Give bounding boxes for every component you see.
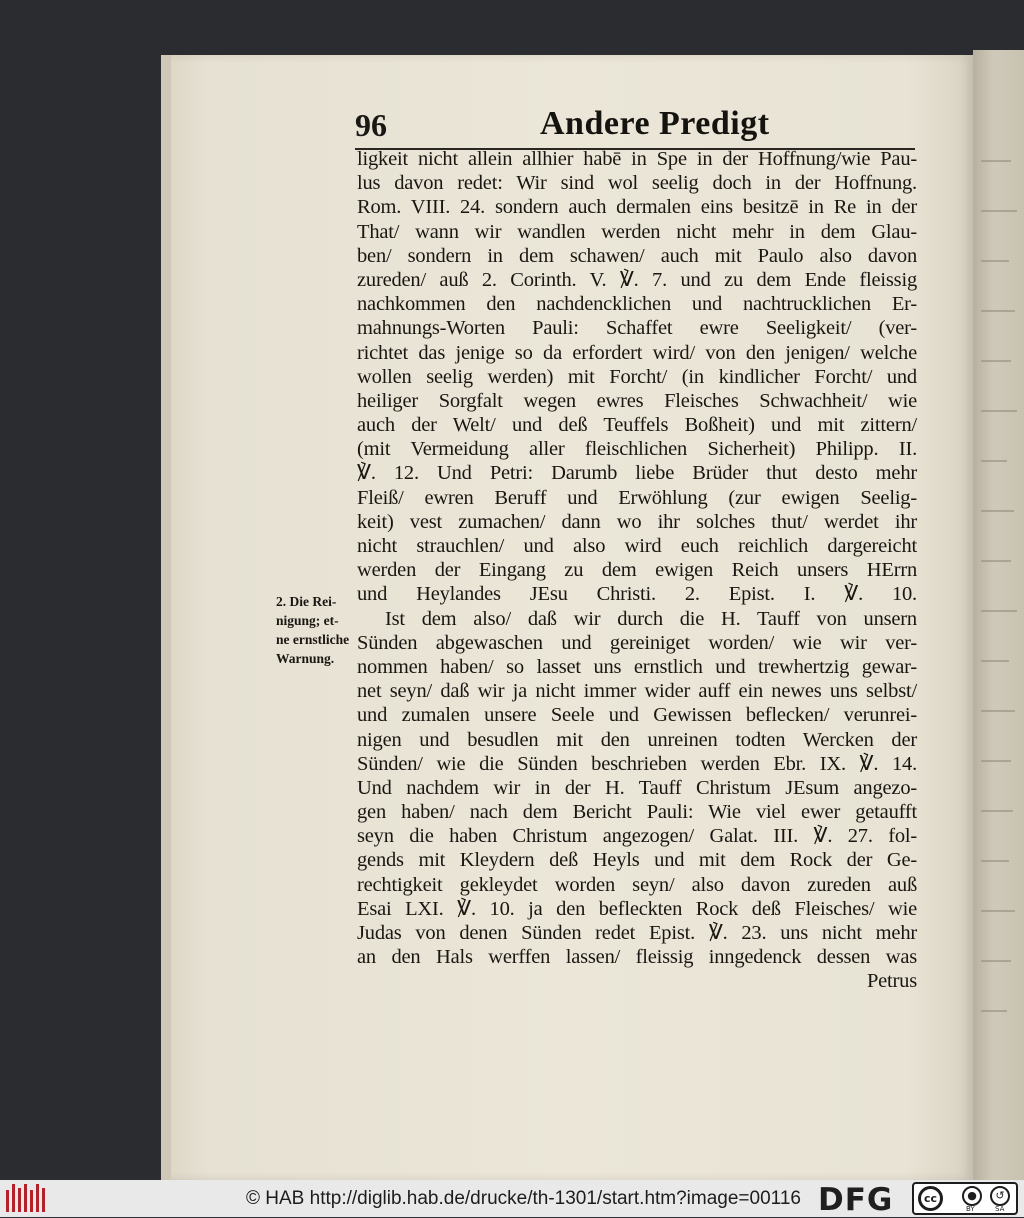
text-line: nigen und besudlen mit den unreinen todten Wercken der xyxy=(357,728,917,751)
page-number: 96 xyxy=(355,107,387,143)
text-line: That/ wann wir wandlen werden nicht mehr in dem Glau- xyxy=(357,220,917,243)
hab-logo-icon[interactable] xyxy=(6,1184,48,1212)
by-attribution-icon: ● xyxy=(962,1186,982,1206)
text-line: zureden/ auß 2. Corinth. V. ℣. 7. und zu dem Ende fleissig xyxy=(357,268,917,291)
text-line: Fleiß/ ewren Beruff und Erwöhlung (zur ewigen Seelig- xyxy=(357,486,917,509)
margin-note-line: nigung; et- xyxy=(276,613,339,628)
text-line: nommen haben/ so lasset uns ernstlich und trewhertzig gewar- xyxy=(357,655,917,678)
text-line: seyn die haben Christum angezogen/ Galat. III. ℣. 27. fol- xyxy=(357,825,917,848)
catchword: Petrus xyxy=(866,970,917,993)
text-line: Rom. VIII. 24. sondern auch dermalen eins besitzē in Re in der xyxy=(357,196,917,219)
text-line: werden der Eingang zu dem ewigen Reich unsers HErrn xyxy=(357,559,917,582)
text-line: gen haben/ nach dem Bericht Pauli: Wie viel ewer getaufft xyxy=(357,801,917,824)
viewer-footer xyxy=(0,1180,1024,1217)
text-line: nicht strauchlen/ und also wird euch reichlich dargereicht xyxy=(357,535,917,557)
share-alike-icon: ↺ xyxy=(990,1186,1010,1206)
text-line: auch der Welt/ und deß Teuffels Boßheit) und mit zittern/ xyxy=(357,414,917,437)
text-line: nachkommen den nachdencklichen und nachtrucklichen Er- xyxy=(357,293,917,316)
text-line: an den Hals werffen lassen/ fleissig inngedenck dessen was xyxy=(357,946,917,969)
text-line: gends mit Kleydern deß Heyls und mit dem Rock der Ge- xyxy=(357,849,917,872)
text-line: und Heylandes JEsu Christi. 2. Epist. I. ℣. 10. xyxy=(357,583,917,606)
text-line: rechtigkeit gekleydet worden seyn/ also davon zureden auß xyxy=(357,873,917,896)
text-line: heiliger Sorgfalt wegen ewres Fleisches Schwachheit/ wie xyxy=(357,389,917,412)
margin-note-line: 2. Die Rei- xyxy=(276,594,337,609)
text-line: richtet das jenige so da erfordert wird/ von den jenigen/ welche xyxy=(357,341,917,364)
cc-license-icon[interactable] xyxy=(912,1182,1018,1215)
text-line: wollen seelig werden) mit Forcht/ (in kindlicher Forcht/ und xyxy=(357,365,917,388)
text-line: (mit Vermeidung aller fleischlichen Sicherheit) Philipp. II. xyxy=(357,438,917,461)
text-line: Sünden abgewaschen und gereiniget worden/ wie wir ver- xyxy=(357,631,917,654)
text-line: ligkeit nicht allein allhier habē in Spe in der Hoffnung/wie Pau- xyxy=(357,148,917,170)
page-gutter xyxy=(161,55,171,1180)
margin-note-line: Warnung. xyxy=(276,651,335,666)
text-line: net seyn/ daß wir ja nicht immer wider auff ein newes uns selbst/ xyxy=(357,680,917,703)
text-line: ℣. 12. Und Petri: Darumb liebe Brüder thut desto mehr xyxy=(357,462,917,485)
text-line: Judas von denen Sünden redet Epist. ℣. 23. uns nicht mehr xyxy=(357,922,917,944)
text-line: Ist dem also/ daß wir durch die H. Tauff von unsern xyxy=(385,607,917,630)
text-line: keit) vest zumachen/ dann wo ihr solches thut/ werdet ihr xyxy=(357,510,917,533)
text-line: und zumalen unsere Seele und Gewissen beflecken/ verunrei- xyxy=(357,704,917,727)
text-line: Und nachdem wir in der H. Tauff Christum JEsum angezo- xyxy=(357,776,917,799)
running-head: Andere Predigt xyxy=(540,105,770,142)
margin-note-line: ne ernstliche xyxy=(276,632,350,647)
body-text xyxy=(357,147,917,994)
text-line: ben/ sondern in dem schawen/ auch mit Paulo also davon xyxy=(357,244,917,267)
text-line: Esai LXI. ℣. 10. ja den befleckten Rock deß Fleisches/ wie xyxy=(357,897,917,920)
dfg-logo-icon[interactable]: DFG xyxy=(818,1182,894,1218)
text-line: lus davon redet: Wir sind wol seelig doch in der Hoffnung. xyxy=(357,172,917,195)
page-header xyxy=(355,103,915,147)
source-link[interactable]: © HAB http://diglib.hab.de/drucke/th-1301/start.htm?image=00116 xyxy=(246,1188,801,1209)
margin-note xyxy=(276,592,362,668)
text-line: mahnungs-Worten Pauli: Schaffet ewre Seeligkeit/ (ver- xyxy=(357,317,917,340)
text-line: Sünden/ wie die Sünden beschrieben werden Ebr. IX. ℣. 14. xyxy=(357,752,917,775)
by-label: BY xyxy=(966,1205,975,1213)
cc-icon: cc xyxy=(918,1186,943,1211)
next-page-edge xyxy=(973,50,1024,1180)
sa-label: SA xyxy=(995,1205,1005,1213)
